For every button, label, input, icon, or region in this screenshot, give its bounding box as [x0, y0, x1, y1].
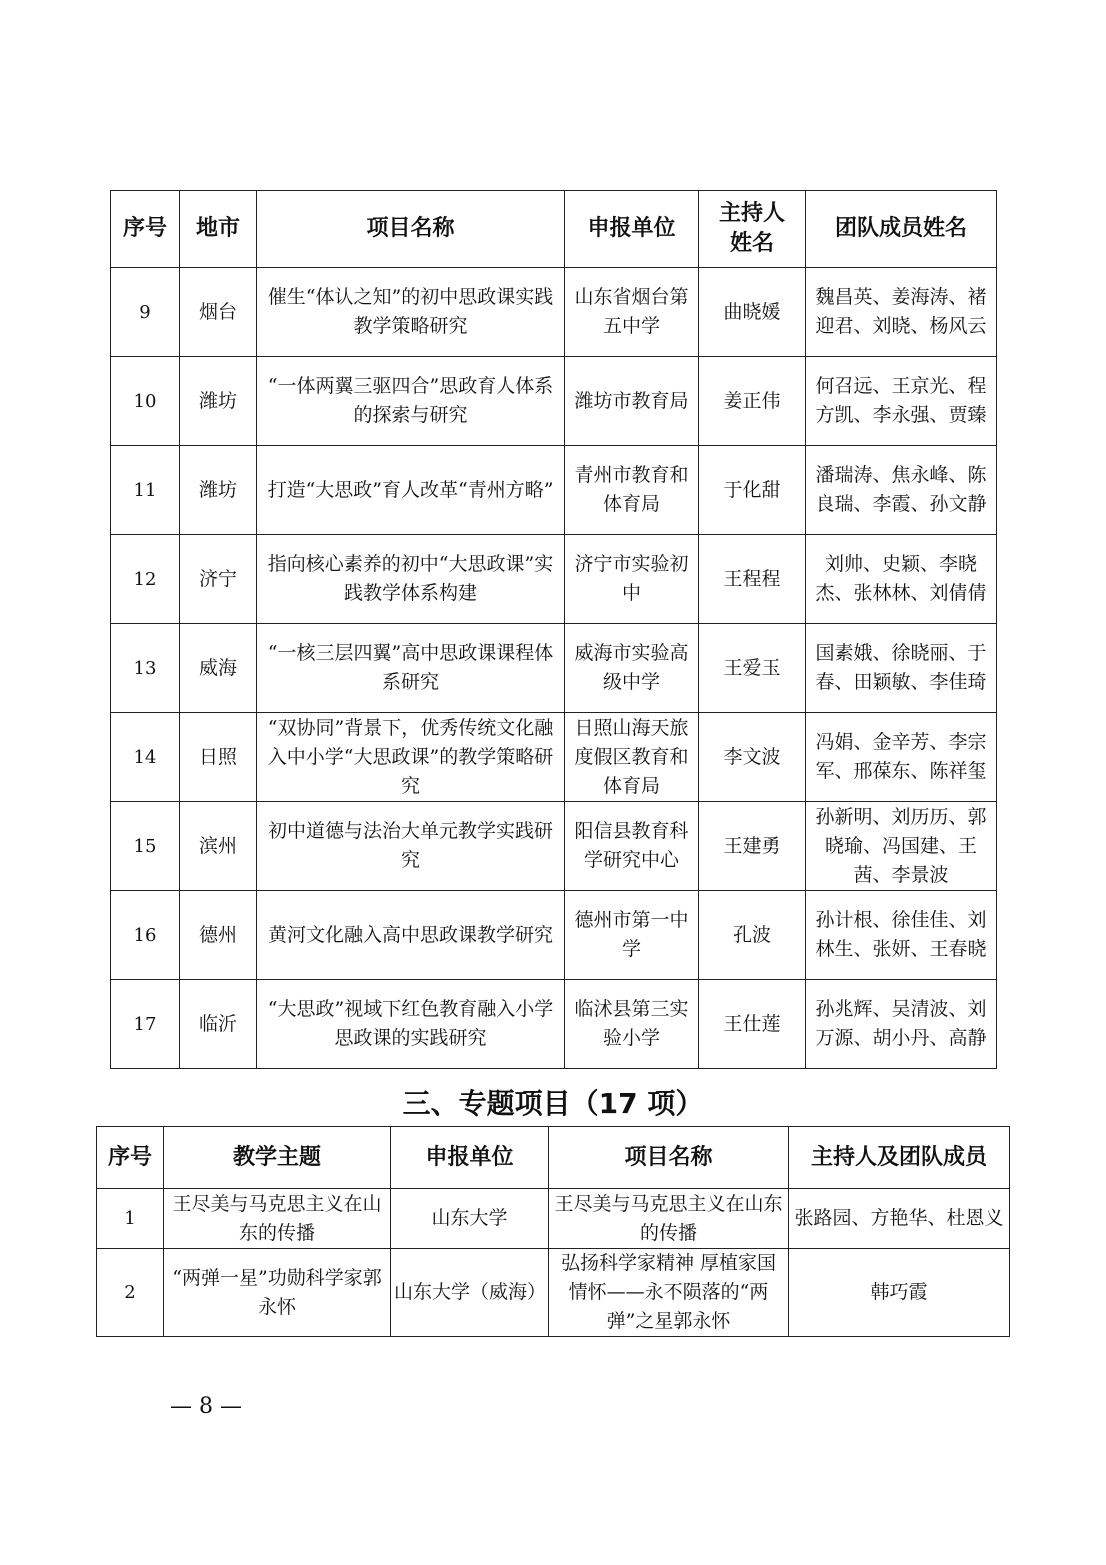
cell-team-members: 刘帅、史颖、李晓杰、张林林、刘倩倩 — [806, 535, 997, 624]
header-team-members: 团队成员姓名 — [806, 191, 997, 268]
cell-city: 威海 — [180, 624, 257, 713]
table-row — [111, 268, 997, 357]
cell-serial: 1 — [97, 1189, 164, 1249]
cell-host-and-team: 张路园、方艳华、杜恩义 — [789, 1189, 1010, 1249]
header-project-name: 项目名称 — [549, 1127, 789, 1189]
cell-city: 潍坊 — [180, 446, 257, 535]
cell-applicant-unit: 潍坊市教育局 — [565, 357, 699, 446]
table-row — [111, 802, 997, 891]
cell-applicant-unit: 山东大学（威海） — [391, 1249, 549, 1337]
cell-city: 日照 — [180, 713, 257, 802]
cell-serial: 10 — [111, 357, 180, 446]
cell-team-members: 冯娟、金辛芳、李宗军、邢葆东、陈祥玺 — [806, 713, 997, 802]
cell-serial: 2 — [97, 1249, 164, 1337]
cell-project-name: 王尽美与马克思主义在山东的传播 — [549, 1189, 789, 1249]
cell-project-name: 弘扬科学家精神 厚植家国情怀——永不陨落的“两弹”之星郭永怀 — [549, 1249, 789, 1337]
cell-host-name: 姜正伟 — [699, 357, 806, 446]
cell-applicant-unit: 济宁市实验初中 — [565, 535, 699, 624]
header-applicant-unit: 申报单位 — [565, 191, 699, 268]
special-projects-table — [96, 1126, 1010, 1337]
cell-host-name: 王爱玉 — [699, 624, 806, 713]
cell-serial: 11 — [111, 446, 180, 535]
cell-serial: 13 — [111, 624, 180, 713]
cell-host-name: 王建勇 — [699, 802, 806, 891]
cell-applicant-unit: 临沭县第三实验小学 — [565, 980, 699, 1069]
cell-applicant-unit: 威海市实验高级中学 — [565, 624, 699, 713]
cell-host-and-team: 韩巧霞 — [789, 1249, 1010, 1337]
cell-team-members: 孙新明、刘历历、郭晓瑜、冯国建、王茜、李景波 — [806, 802, 997, 891]
table-row — [111, 713, 997, 802]
cell-project-name: 催生“体认之知”的初中思政课实践教学策略研究 — [257, 268, 565, 357]
cell-host-name: 于化甜 — [699, 446, 806, 535]
cell-city: 济宁 — [180, 535, 257, 624]
cell-team-members: 孙计根、徐佳佳、刘林生、张妍、王春晓 — [806, 891, 997, 980]
cell-project-name: 打造“大思政”育人改革“青州方略” — [257, 446, 565, 535]
header-applicant-unit: 申报单位 — [391, 1127, 549, 1189]
cell-team-members: 潘瑞涛、焦永峰、陈良瑞、李霞、孙文静 — [806, 446, 997, 535]
cell-teaching-theme: “两弹一星”功勋科学家郭永怀 — [164, 1249, 391, 1337]
header-serial: 序号 — [111, 191, 180, 268]
cell-team-members: 国素娥、徐晓丽、于春、田颖敏、李佳琦 — [806, 624, 997, 713]
cell-team-members: 何召远、王京光、程方凯、李永强、贾臻 — [806, 357, 997, 446]
cell-host-name: 王仕莲 — [699, 980, 806, 1069]
cell-serial: 9 — [111, 268, 180, 357]
cell-project-name: “双协同”背景下，优秀传统文化融入中小学“大思政课”的教学策略研究 — [257, 713, 565, 802]
cell-applicant-unit: 山东大学 — [391, 1189, 549, 1249]
table-row — [111, 980, 997, 1069]
cell-applicant-unit: 日照山海天旅度假区教育和体育局 — [565, 713, 699, 802]
header-serial: 序号 — [97, 1127, 164, 1189]
cell-project-name: 指向核心素养的初中“大思政课”实践教学体系构建 — [257, 535, 565, 624]
cell-applicant-unit: 德州市第一中学 — [565, 891, 699, 980]
header-host-and-team: 主持人及团队成员 — [789, 1127, 1010, 1189]
header-host-name: 主持人姓名 — [699, 191, 806, 268]
cell-city: 德州 — [180, 891, 257, 980]
cell-serial: 12 — [111, 535, 180, 624]
cell-project-name: “一体两翼三驱四合”思政育人体系的探索与研究 — [257, 357, 565, 446]
cell-team-members: 魏昌英、姜海涛、褚迎君、刘晓、杨风云 — [806, 268, 997, 357]
cell-project-name: 初中道德与法治大单元教学实践研究 — [257, 802, 565, 891]
cell-project-name: 黄河文化融入高中思政课教学研究 — [257, 891, 565, 980]
cell-project-name: “一核三层四翼”高中思政课课程体系研究 — [257, 624, 565, 713]
header-city: 地市 — [180, 191, 257, 268]
header-teaching-theme: 教学主题 — [164, 1127, 391, 1189]
cell-serial: 15 — [111, 802, 180, 891]
cell-city: 潍坊 — [180, 357, 257, 446]
cell-city: 滨州 — [180, 802, 257, 891]
cell-team-members: 孙兆辉、吴清波、刘万源、胡小丹、高静 — [806, 980, 997, 1069]
cell-host-name: 曲晓媛 — [699, 268, 806, 357]
table-row — [111, 535, 997, 624]
table-row — [97, 1249, 1010, 1337]
table-row — [97, 1189, 1010, 1249]
cell-host-name: 孔波 — [699, 891, 806, 980]
cell-serial: 16 — [111, 891, 180, 980]
page-number: — 8 — — [170, 1394, 242, 1419]
table-header-row — [97, 1127, 1010, 1189]
section-title: 三、专题项目（17 项） — [402, 1087, 704, 1120]
table-row — [111, 446, 997, 535]
cell-applicant-unit: 山东省烟台第五中学 — [565, 268, 699, 357]
projects-table-part2 — [110, 190, 997, 1069]
header-project-name: 项目名称 — [257, 191, 565, 268]
table-header-row — [111, 191, 997, 268]
cell-applicant-unit: 阳信县教育科学研究中心 — [565, 802, 699, 891]
cell-host-name: 李文波 — [699, 713, 806, 802]
cell-serial: 14 — [111, 713, 180, 802]
cell-city: 烟台 — [180, 268, 257, 357]
cell-project-name: “大思政”视域下红色教育融入小学思政课的实践研究 — [257, 980, 565, 1069]
table-row — [111, 891, 997, 980]
table-row — [111, 357, 997, 446]
cell-serial: 17 — [111, 980, 180, 1069]
cell-host-name: 王程程 — [699, 535, 806, 624]
cell-applicant-unit: 青州市教育和体育局 — [565, 446, 699, 535]
table-row — [111, 624, 997, 713]
cell-city: 临沂 — [180, 980, 257, 1069]
cell-teaching-theme: 王尽美与马克思主义在山东的传播 — [164, 1189, 391, 1249]
